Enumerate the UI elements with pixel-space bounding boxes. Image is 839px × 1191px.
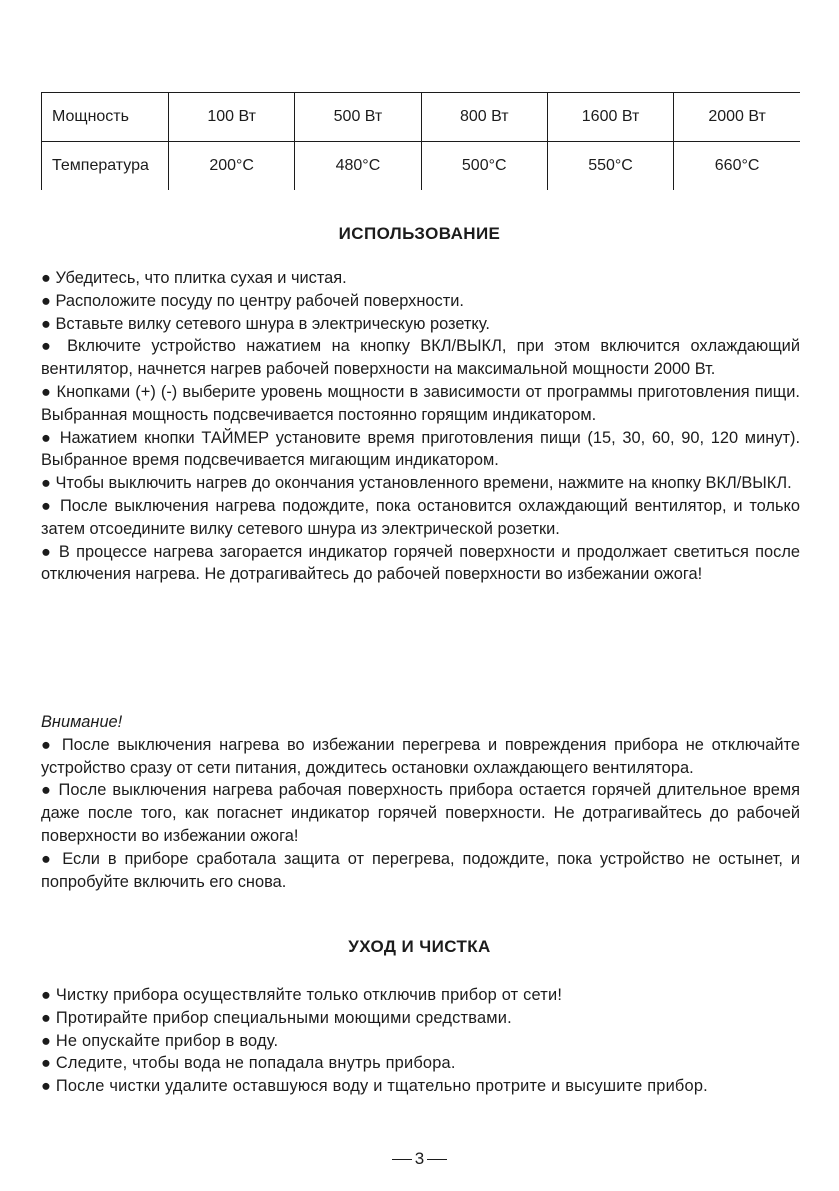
list-item: ● Чтобы выключить нагрев до окончания установленного времени, нажмите на кнопку ВКЛ/ВЫКЛ. [41, 474, 792, 493]
warning-section [41, 711, 800, 893]
list-item: ● В процессе нагрева загорается индикатор горячей поверхности и продолжает светиться после отключения нагрева. Не дотрагивайтесь до рабочей поверхности во избежании ожога! [41, 542, 800, 584]
power-temperature-table [41, 92, 800, 190]
table-cell: 200°C [169, 142, 295, 190]
usage-heading: ИСПОЛЬЗОВАНИЕ [338, 224, 501, 243]
warning-title: Внимание! [41, 713, 123, 731]
table-row [42, 142, 801, 190]
table-cell: 100 Вт [169, 93, 295, 142]
list-item: ● Расположите посуду по центру рабочей поверхности. [41, 291, 464, 310]
table-cell: 800 Вт [421, 93, 547, 142]
list-item: ● Кнопками (+) (-) выберите уровень мощности в зависимости от программы приготовления пищи. Выбранная мощность подсвечивается постоянно горящим индикатором. [41, 382, 800, 424]
table-cell: 500 Вт [295, 93, 421, 142]
page-footer [0, 1149, 839, 1169]
footer-dash-right [427, 1159, 447, 1160]
row-header-temperature: Температура [42, 142, 169, 190]
usage-list [41, 267, 800, 586]
table-cell: 1600 Вт [547, 93, 673, 142]
care-heading: УХОД И ЧИСТКА [348, 937, 491, 956]
list-item: ● Следите, чтобы вода не попадала внутрь прибора. [41, 1054, 456, 1073]
list-item: ● Включите устройство нажатием на кнопку ВКЛ/ВЫКЛ, при этом включится охлаждающий вентилятор, начнется нагрев рабочей поверхности на максимальной мощности 2000 Вт. [41, 337, 800, 379]
page-number: 3 [414, 1149, 425, 1168]
table-cell: 660°C [674, 142, 800, 190]
list-item: ● Не опускайте прибор в воду. [41, 1031, 279, 1050]
table-cell: 480°C [295, 142, 421, 190]
list-item: ● После выключения нагрева подождите, пока остановится охлаждающий вентилятор, и только затем отсоедините вилку сетевого шнура из электрической розетки. [41, 496, 800, 538]
list-item: ● Убедитесь, что плитка сухая и чистая. [41, 269, 347, 287]
table-cell: 2000 Вт [674, 93, 800, 142]
table-cell: 500°C [421, 142, 547, 190]
list-item: ● После чистки удалите оставшуюся воду и тщательно протрите и высушите прибор. [41, 1077, 708, 1096]
footer-dash-left [392, 1159, 412, 1160]
table-row [42, 93, 801, 142]
list-item: ● Нажатием кнопки ТАЙМЕР установите время приготовления пищи (15, 30, 60, 90, 120 минут). Выбранное время подсвечивается мигающим индикатором. [41, 428, 800, 470]
row-header-power: Мощность [42, 93, 169, 142]
table-cell: 550°C [547, 142, 673, 190]
list-item: ● После выключения нагрева во избежании перегрева и повреждения прибора не отключайте устройство сразу от сети питания, дождитесь остановки охлаждающего вентилятора. [41, 735, 800, 777]
list-item: ● Вставьте вилку сетевого шнура в электрическую розетку. [41, 314, 490, 333]
care-list [41, 984, 800, 1098]
list-item: ● Чистку прибора осуществляйте только отключив прибор от сети! [41, 986, 563, 1004]
list-item: ● Если в приборе сработала защита от перегрева, подождите, пока устройство не остынет, и попробуйте включить его снова. [41, 849, 800, 891]
list-item: ● Протирайте прибор специальными моющими средствами. [41, 1008, 512, 1027]
list-item: ● После выключения нагрева рабочая поверхность прибора остается горячей длительное время даже после того, как погаснет индикатор горячей поверхности. Не дотрагивайтесь до рабочей поверхности во избежании ожога! [41, 781, 800, 845]
